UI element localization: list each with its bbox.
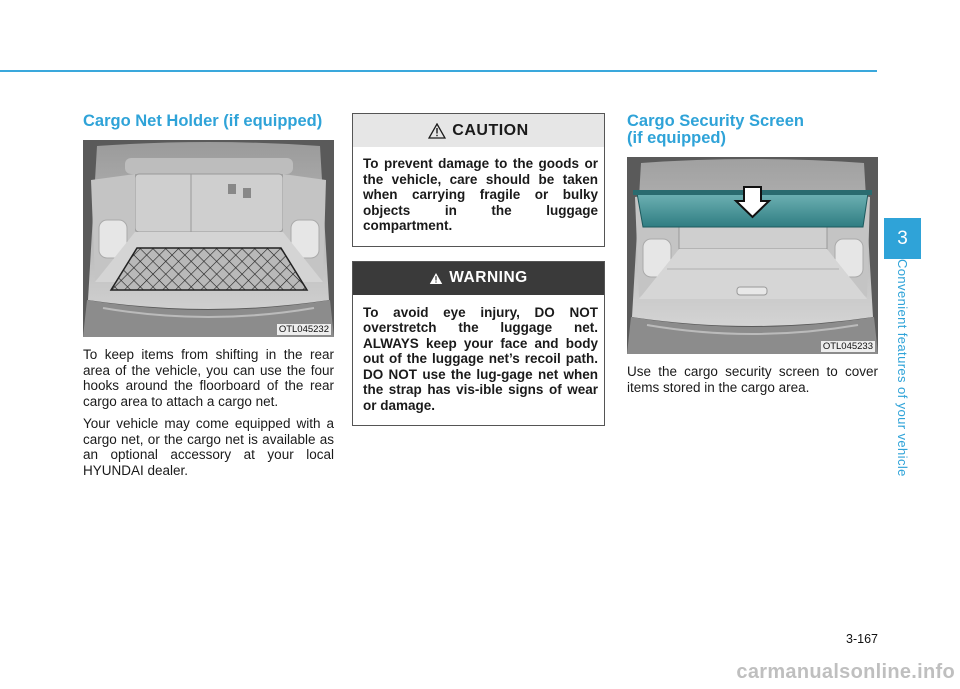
safety-notices: [352, 113, 605, 426]
header-rule: [0, 70, 877, 72]
cargo-net-title: Cargo Net Holder (if equipped): [83, 112, 323, 130]
cargo-net-paragraph-2: Your vehicle may come equipped with a cargo net, or the cargo net is available as an optional accessory at your local HYUNDAI dealer.: [83, 416, 334, 478]
caution-header: [353, 114, 604, 147]
cargo-net-photo: [83, 140, 334, 337]
security-screen-image-code: OTL045233: [822, 341, 873, 352]
security-screen-photo: [627, 157, 878, 354]
security-screen-title: [627, 113, 878, 147]
chapter-title-strip: [884, 259, 921, 495]
warning-box: [352, 261, 605, 427]
cargo-net-image-code: OTL045232: [278, 324, 329, 335]
warning-triangle-icon: [429, 272, 443, 285]
chapter-title: Convenient features of your vehicle: [895, 259, 910, 477]
cargo-net-illustration: [83, 140, 334, 337]
warning-label: WARNING: [449, 269, 528, 286]
security-screen-illustration: [627, 157, 878, 354]
cargo-net-paragraph-1: To keep items from shifting in the rear area of the vehicle, you can use the four hooks around the floorboard of the rear cargo area to attach a cargo net.: [83, 347, 334, 409]
chapter-number: 3: [897, 227, 908, 249]
security-screen-title-line2: (if equipped): [627, 129, 726, 147]
security-screen-paragraph: Use the cargo security screen to cover items stored in the cargo area.: [627, 364, 878, 395]
chapter-tab: [884, 218, 921, 259]
security-screen-section: [627, 113, 878, 395]
warning-text: To avoid eye injury, DO NOT overstretch the luggage net. ALWAYS keep your face and body out of the luggage net’s recoil path. DO NOT use the lug-gage net when the strap has vis-ible signs of wear or damage.: [363, 304, 598, 413]
page-number: 3-167: [846, 632, 878, 646]
security-screen-title-line1: Cargo Security Screen: [627, 112, 804, 130]
caution-text: To prevent damage to the goods or the vehicle, care should be taken when carrying fragile or bulky objects in the luggage compartment.: [363, 156, 598, 233]
caution-box: [352, 113, 605, 247]
caution-label: CAUTION: [452, 121, 529, 139]
warning-header: [353, 262, 604, 295]
watermark-text: carmanualsonline.info: [736, 661, 955, 683]
warning-triangle-icon: [428, 123, 446, 139]
cargo-net-section: [83, 113, 334, 478]
